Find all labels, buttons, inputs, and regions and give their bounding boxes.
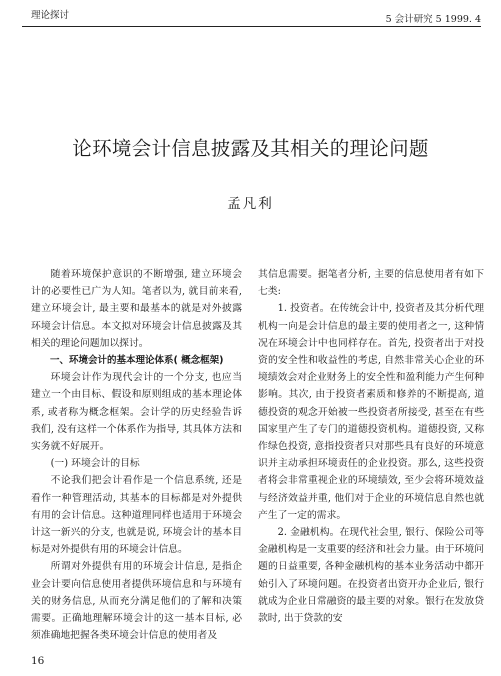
header-rule — [22, 26, 481, 27]
paragraph: 随着环境保护意识的不断增强, 建立环境会计的必要性已广为人知。笔者以为, 就目前来看, 建立环境会计, 最主要和最基本的就是对外披露环境会计信息。本文拟对环境会计信息披露及其相关的理论问题加以探讨。 — [31, 269, 242, 349]
paragraph-continued: 其信息需要。据笔者分析, 主要的信息使用者有如下七类: — [258, 269, 484, 298]
paragraph: 1. 投资者。在传统会计中, 投资者及其分析代理机构一向是会计信息的最主要的使用者之一, 这种情况在环境会计中也同样存在。首先, 投资者出于对投资的安全性和收益性的考虑, 自然非常关心企业的环境绩效会对企业财务上的安全性和盈利能力产生何种影响。其次, 由于投资者素质和修养的不断提高, 道德投资的观念开始被一些投资者所接受, 甚至在有些国家里产生了专门的道德投资机构。道德投资, 又称作绿色投资, 意指投资者只对那些具有良好的环境意识并主动承担环境责任的企业投资。那么, 这些投资者将会非常重视企业的环境绩效, 至少会将环境效益与经济效益并重, 他们对于企业的环境信息自然也就产生了一定的需求。 — [258, 303, 484, 521]
running-header-section: 理论探讨 — [31, 10, 70, 21]
section-heading: 一、环境会计的基本理论体系( 概念框架) — [50, 355, 224, 367]
left-column — [31, 266, 242, 644]
paragraph: 不论我们把会计看作是一个信息系统, 还是看作一种管理活动, 其基本的目标都是对外提供有用的会计信息。这种道理同样也适用于环境会计这一新兴的分支, 也就是说, 环境会计的基本目标是对外提供有用的环境会计信息。 — [31, 475, 242, 556]
article-author: 孟凡利 — [227, 196, 274, 212]
page-number: 16 — [31, 655, 45, 667]
subsection-heading: (一) 环境会计的目标 — [50, 458, 140, 470]
running-header-journal: 5 会计研究 5 1999. 4 — [385, 14, 481, 25]
paragraph: 2. 金融机构。在现代社会里, 银行、保险公司等金融机构是一支重要的经济和社会力量。由于环境问题的日益重要, 各种金融机构的基本业务活动中都开始引入了环境问题。在投资者出资开办企业后, 银行就成为企业日常融资的最主要的对象。银行在发放贷款时, 出于贷款的安 — [258, 527, 484, 625]
right-column — [258, 266, 484, 627]
paragraph: 所谓对外提供有用的环境会计信息, 是指企业会计要向信息使用者提供环境信息和与环境有关的财务信息, 从而充分满足他们的了解和决策需要。正确地理解环境会计的这一基本目标, 必须准确地把握各类环境会计信息的使用者及 — [31, 561, 242, 642]
article-title: 论环境会计信息披露及其相关的理论问题 — [72, 137, 429, 160]
paragraph: 环境会计作为现代会计的一个分支, 也应当建立一个由目标、假设和原则组成的基本理论体系, 或者称为概念框架。会计学的历史经验告诉我们, 没有这样一个体系作为指导, 其具体方法和实务就不好展开。 — [31, 372, 242, 453]
